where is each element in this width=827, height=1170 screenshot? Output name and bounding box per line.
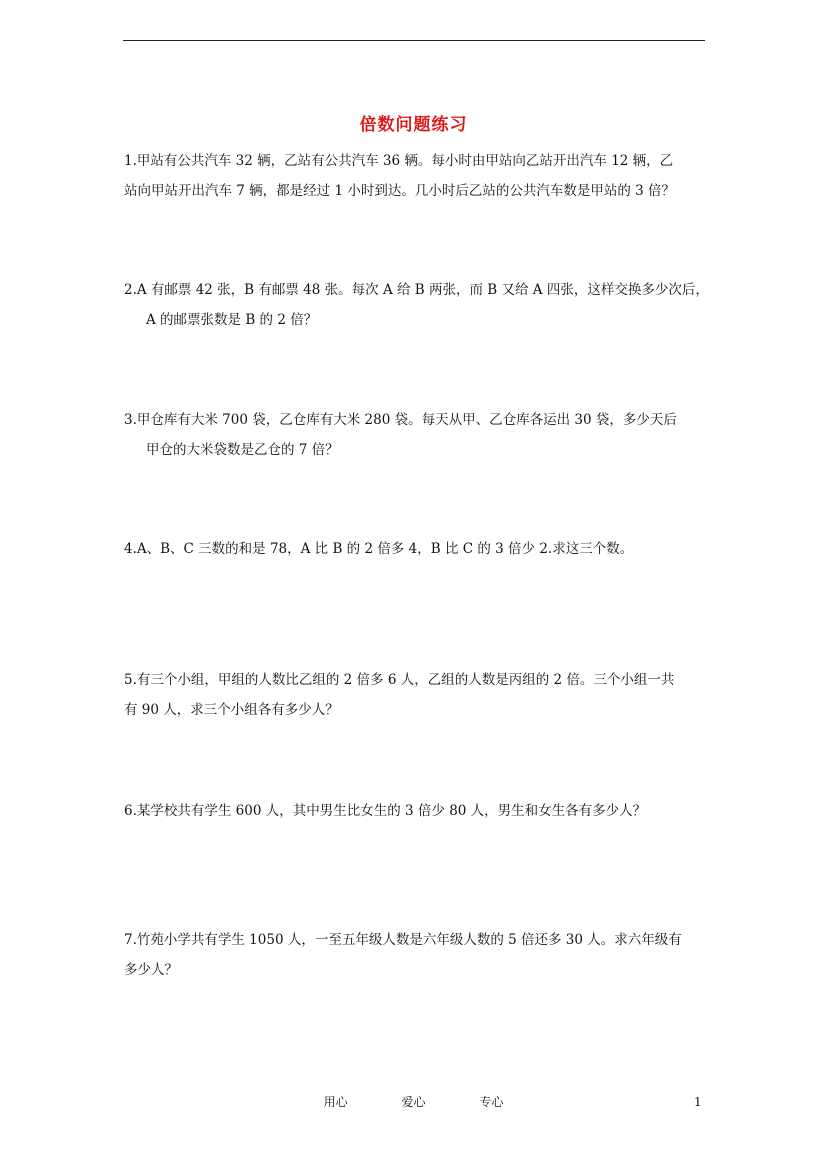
footer-word-1: 用心 bbox=[323, 1095, 348, 1109]
problem-7 bbox=[124, 925, 712, 985]
footer-word-3: 专心 bbox=[479, 1095, 504, 1109]
problem-1 bbox=[124, 146, 712, 206]
problem-5 bbox=[124, 665, 712, 725]
problem-1-line-2: 站向甲站开出汽车 7 辆，都是经过 1 小时到达。几小时后乙站的公共汽车数是甲站的 3 倍？ bbox=[124, 183, 676, 199]
problem-3 bbox=[124, 405, 712, 465]
problem-7-line-2: 多少人？ bbox=[124, 962, 178, 978]
problem-4-line-1: 4.A、B、C 三数的和是 78，A 比 B 的 2 倍多 4，B 比 C 的 3 倍少 2.求这三个数。 bbox=[124, 541, 634, 557]
problem-5-line-2: 有 90 人，求三个小组各有多少人？ bbox=[124, 702, 339, 718]
problem-1-line-1: 1.甲站有公共汽车 32 辆，乙站有公共汽车 36 辆。每小时由甲站向乙站开出汽车 12 辆，乙 bbox=[124, 153, 674, 169]
problem-4 bbox=[124, 534, 712, 564]
problem-6-line-1: 6.某学校共有学生 600 人，其中男生比女生的 3 倍少 80 人，男生和女生各有多少人？ bbox=[124, 803, 647, 819]
page-number: 1 bbox=[694, 1095, 702, 1109]
problem-7-line-1: 7.竹苑小学共有学生 1050 人，一至五年级人数是六年级人数的 5 倍还多 30 人。求六年级有 bbox=[124, 932, 682, 948]
footer-motto bbox=[0, 1093, 827, 1110]
problem-6 bbox=[124, 796, 712, 826]
problem-2-line-1: 2.A 有邮票 42 张，B 有邮票 48 张。每次 A 给 B 两张，而 B 又给 A 四张，这样交换多少次后， bbox=[124, 282, 709, 298]
problem-3-line-2: 甲仓的大米袋数是乙仓的 7 倍？ bbox=[146, 442, 339, 458]
header-rule bbox=[123, 40, 705, 41]
problem-3-line-1: 3.甲仓库有大米 700 袋，乙仓库有大米 280 袋。每天从甲、乙仓库各运出 30 袋，多少天后 bbox=[124, 412, 677, 428]
footer-word-2: 爱心 bbox=[401, 1095, 426, 1109]
problem-2 bbox=[124, 275, 712, 335]
page-title: 倍数问题练习 bbox=[359, 115, 468, 135]
problem-2-line-2: A 的邮票张数是 B 的 2 倍？ bbox=[146, 312, 318, 328]
problem-5-line-1: 5.有三个小组，甲组的人数比乙组的 2 倍多 6 人，乙组的人数是丙组的 2 倍。三个小组一共 bbox=[124, 672, 675, 688]
